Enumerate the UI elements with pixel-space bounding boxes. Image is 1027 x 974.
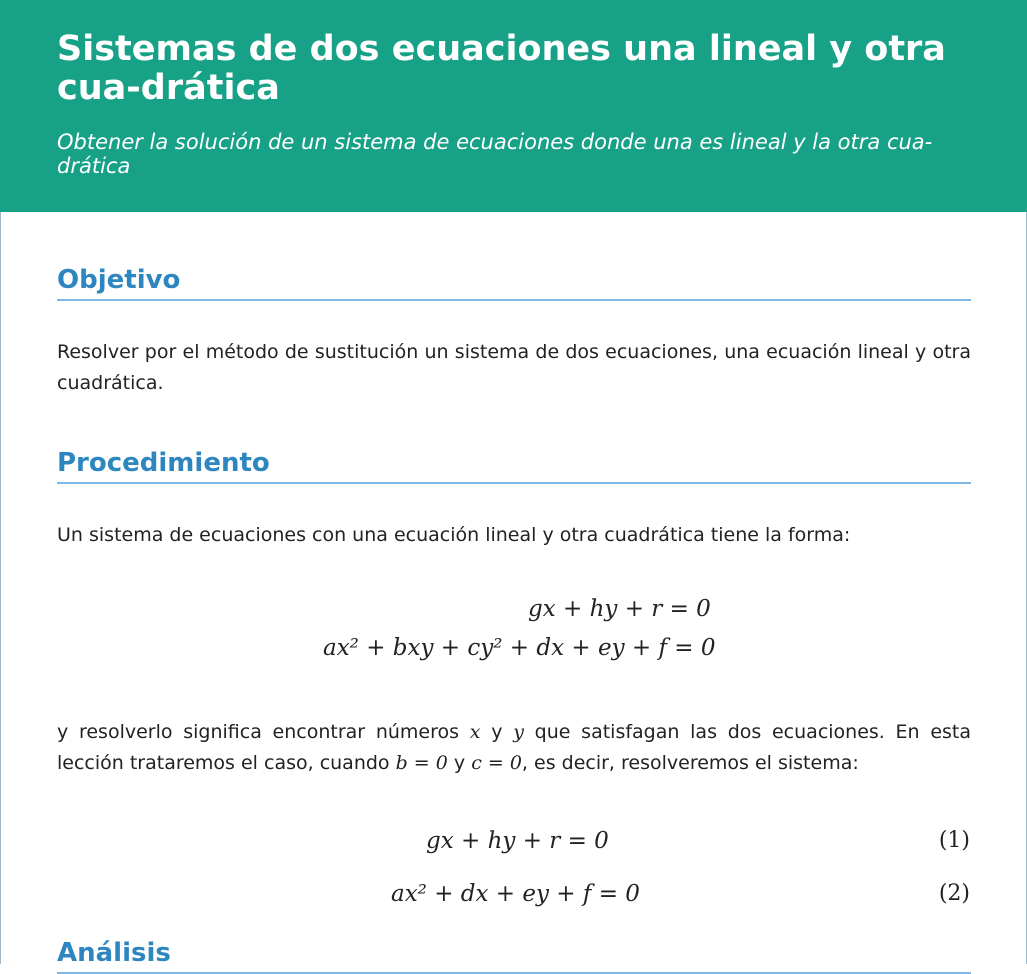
objetivo-text: Resolver por el método de sustitución un sistema de dos ecuaciones, una ecuación lineal y otra cuadrática. (57, 341, 971, 394)
page-subtitle: Obtener la solución de un sistema de ecuaciones donde una es lineal y la otra cua-drática (57, 130, 933, 178)
section-heading-objetivo: Objetivo (57, 265, 971, 301)
variable-x: x (469, 721, 481, 743)
equation-2: ax² + dx + ey + f = 0 (391, 881, 640, 907)
explanation-text-and: y (480, 721, 514, 743)
condition-b: b = 0 (395, 752, 448, 774)
equation-1-number: (1) (938, 828, 970, 853)
equation-1: gx + hy + r = 0 (426, 828, 609, 854)
equation-2-number: (2) (938, 881, 970, 906)
explanation-text-1: y resolverlo significa encontrar números (57, 721, 470, 743)
procedimiento-explanation (57, 717, 971, 779)
variable-y: y (513, 721, 524, 743)
explanation-text-2: que satisfagan las dos ecuaciones. En esta lección trataremos el caso, cuando (57, 721, 972, 774)
page-title: Sistemas de dos ecuaciones una lineal y otra cua-drática (57, 29, 946, 108)
procedimiento-intro: Un sistema de ecuaciones con una ecuación lineal y otra cuadrática tiene la forma: (57, 524, 851, 546)
section-heading-analisis: Análisis (57, 938, 971, 974)
explanation-text-3: , es decir, resolveremos el sistema: (521, 752, 859, 774)
explanation-text-y: y (447, 752, 472, 774)
general-linear-equation: gx + hy + r = 0 (528, 596, 711, 622)
general-quadratic-equation: ax² + bxy + cy² + dx + ey + f = 0 (323, 635, 716, 661)
condition-c: c = 0 (471, 752, 522, 774)
section-heading-procedimiento: Procedimiento (57, 448, 971, 484)
page-header (0, 0, 1027, 212)
